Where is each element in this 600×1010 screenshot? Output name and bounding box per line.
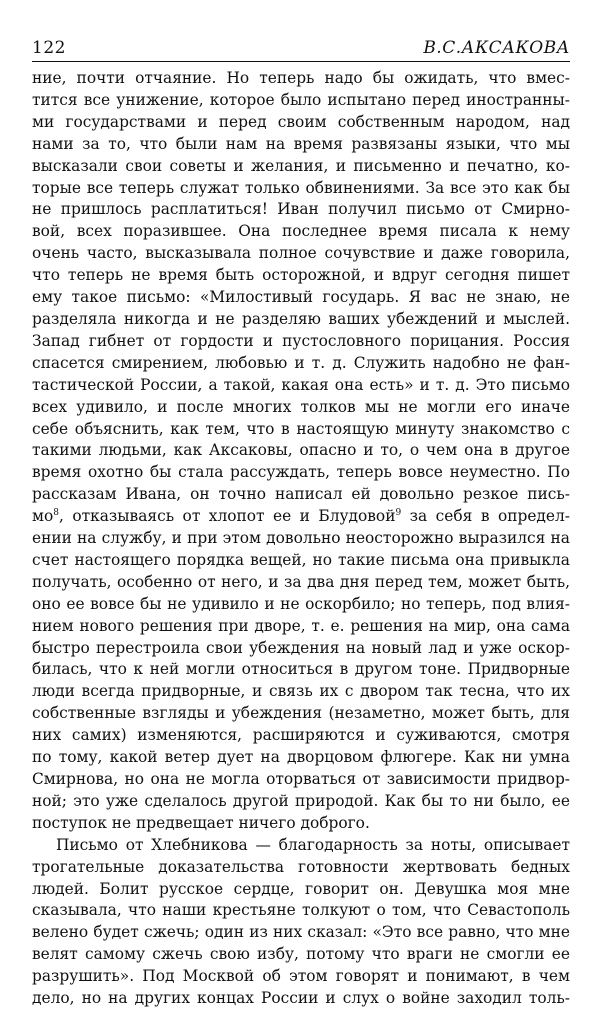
text-line: себе объяснить, как тем, что в настоящую минуту знакомство с xyxy=(32,419,570,438)
book-page xyxy=(32,38,570,1010)
text-line: поступок не предвещает ничего доброго. xyxy=(32,813,370,832)
text-fragment: мо xyxy=(32,507,54,526)
text-line: Письмо от Хлебникова — благодарность за ноты, описывает xyxy=(56,835,570,854)
text-line: людей. Болит русское сердце, говорит он. Девушка моя мне xyxy=(32,879,570,898)
text-line: счет настоящего порядка вещей, но такие письма она привыкла xyxy=(32,550,570,569)
text-line: по тому, какой ветер дует на дворцовом флюгере. Как ни умна xyxy=(32,748,570,767)
text-line: нами за то, что были нам на время развязаны языки, что мы xyxy=(32,134,570,153)
text-line: всех удивило, и после многих толков мы не могли его иначе xyxy=(32,397,570,416)
running-title: В.С.АКСАКОВА xyxy=(423,38,570,58)
paragraph-1 xyxy=(32,68,570,835)
text-line: собственные взгляды и убеждения (незаметно, может быть, для xyxy=(32,704,570,723)
paragraph-2 xyxy=(32,835,570,1010)
text-line: оно ее вовсе бы не удивило и не оскорбило; но теперь, под влия- xyxy=(32,594,570,613)
text-line: ной; это уже сделалось другой природой. Как бы то ни было, ее xyxy=(32,791,570,810)
text-line: люди всегда придворные, и связь их с двором так тесна, что их xyxy=(32,682,570,701)
text-line: ении на службу, и при этом довольно неосторожно выразился на xyxy=(32,529,570,548)
text-line: разрушить». Под Москвой об этом говорят и понимают, в чем xyxy=(32,967,570,986)
text-line: быстро перестроила свои убеждения на новый лад и уже оскор- xyxy=(32,638,570,657)
footnote-ref-9[interactable]: 9 xyxy=(395,508,402,519)
text-line: билась, что к ней могли относиться в другом тоне. Придворные xyxy=(32,660,570,679)
text-line: получать, особенно от него, и за два дня перед тем, может быть, xyxy=(32,572,570,591)
text-line: спасется смирением, любовью и т. д. Служить надобно не фан- xyxy=(32,353,570,372)
footnote-ref-8[interactable]: 8 xyxy=(53,508,59,519)
text-line: Запад гибнет от гордости и пустословного порицания. Россия xyxy=(32,331,570,350)
text-line: торые все теперь служат только обвинениями. За все это как бы xyxy=(32,178,570,197)
text-line: разделяла никогда и не разделяю ваших убеждений и мыслей. xyxy=(32,309,570,328)
text-line: Смирнова, но она не могла оторваться от зависимости придвор- xyxy=(32,770,570,788)
text-line: велено будет сжечь; один из них сказал: «Это все равно, что мне xyxy=(32,923,570,942)
text-line: нием нового решения при дворе, т. е. решения на мир, она сама xyxy=(32,616,570,635)
text-line: дело, но на других концах России и слух о войне заходил толь- xyxy=(32,989,570,1008)
text-line: высказали свои советы и желания, и письменно и печатно, ко- xyxy=(32,156,570,175)
text-line: вой, всех поразившее. Она последнее время писала к нему xyxy=(32,222,570,241)
text-line: тастической России, а такой, какая она есть» и т. д. Это письмо xyxy=(32,375,570,394)
running-header xyxy=(32,38,570,62)
body-text xyxy=(32,68,570,1010)
text-line: очень часто, высказывала полное сочувствие и даже говорила, xyxy=(32,244,570,263)
text-line: ние, почти отчаяние. Но теперь надо бы ожидать, что вмес- xyxy=(32,69,570,87)
text-fragment: , отказываясь от хлопот ее и Блудовой xyxy=(58,507,396,526)
text-fragment: за себя в определ- xyxy=(401,507,570,526)
text-line: что теперь не время быть осторожной, и вдруг сегодня пишет xyxy=(32,266,570,285)
text-line: велят самому сжечь свою избу, потому что враги не смогли ее xyxy=(32,945,570,964)
text-line: них самих) изменяются, расширяются и суживаются, смотря xyxy=(32,726,570,745)
text-line: время охотно бы стала рассуждать, теперь вовсе неуместно. По xyxy=(32,463,570,482)
text-line: ми государствами и перед своим собственным народом, над xyxy=(32,112,570,131)
text-line: сказывала, что наши крестьяне толкуют о том, что Севастополь xyxy=(32,901,570,920)
text-line: такими людьми, как Аксаковы, опасно и то, о чем она в другое xyxy=(32,441,570,460)
text-line: рассказам Ивана, он точно написал ей довольно резкое пись- xyxy=(32,485,570,504)
text-line: тится все унижение, которое было испытано перед иностранны- xyxy=(32,90,570,109)
page-number: 122 xyxy=(32,38,66,58)
text-line: не пришлось расплатиться! Иван получил письмо от Смирно- xyxy=(32,200,570,219)
text-line: трогательные доказательства готовности жертвовать бедных xyxy=(32,857,570,876)
text-line-with-footnotes xyxy=(32,506,570,528)
text-line: ему такое письмо: «Милостивый государь. Я вас не знаю, не xyxy=(32,288,570,307)
